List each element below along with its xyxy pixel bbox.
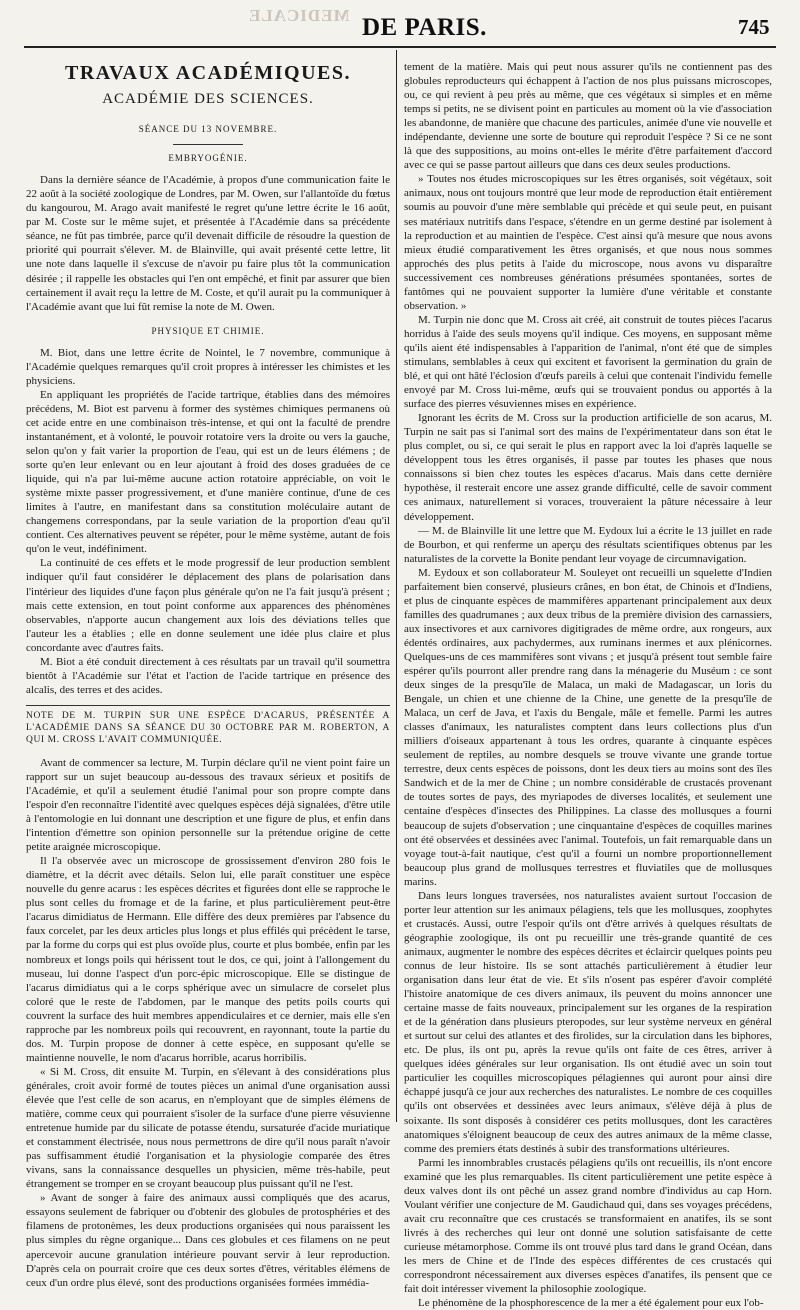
- paragraph: Avant de commencer sa lecture, M. Turpin déclare qu'il ne vient point faire un rapport sur un sujet beaucoup au-dessous des travaux sérieux et positifs de l'Académie, et qu'il a seulement étudié l'animal pour son propre compte dans l'espoir d'en reconnaître l'identité avec quelques espèces déjà signalées, d'être utile à l'entomologie en lui donnant une description et une figure de plus, et enfin dans l'intention d'émettre son opinion personnelle sur la prétendue origine de cette petite araignée microscopique.: [26, 756, 390, 854]
- right-column: [404, 60, 772, 1310]
- paragraph: » Avant de songer à faire des animaux aussi compliqués que des acarus, essayons seulement de fabriquer ou d'obtenir des globules de protosphéries et des filamens de protonèmes, les deux productions organisées qui nous paraissent les plus simples du règne organique... Dans ces globules et ces filamens on ne peut apercevoir aucune granulation intérieure pouvant servir à leur reproduction. D'après cela on pourrait croire que ces deux sortes d'êtres, véritables élémens de ceux d'un ordre plus élevé, sont des productions organisées formées immédia-: [26, 1192, 390, 1289]
- short-rule: [173, 144, 243, 145]
- note-rule: [26, 705, 390, 706]
- paragraph: Dans la dernière séance de l'Académie, à propos d'une communication faite le 22 août à la société zoologique de Londres, par M. Owen, sur l'allantoïde du fœtus du kangourou, M. Arago avait manifesté le regret qu'une lettre écrite le 16 août, par M. Coste sur le même sujet, et présentée à l'Académie dans sa précédente séance, ne fût pas timbrée, parce qu'il devenait difficile de résoudre la question de priorité qui pourrait s'élever. M. de Blainville, qui avait présenté cette lettre, lit une note dans laquelle il s'excuse de n'avoir pu faire plus tôt la communication désirée ; il rappelle les obstacles qui l'en ont empêché, et finit par assurer que bien certainement il avait reçu la lettre de M. Coste, et qu'il aurait pu la communiquer à l'Académie avant que lui fût remise la note de M. Owen.: [26, 174, 390, 313]
- left-column: [26, 62, 390, 1289]
- paragraph: » Toutes nos études microscopiques sur les êtres organisés, soit végétaux, soit animaux, nous ont toujours montré que leur mode de reproduction était entièrement soumis au pouvoir d'une mère semblable qui précède et qui seule peut, en puisant ses matériaux nutritifs dans l'espace, s'étendre en un germe destiné par isolement à la reproduction et au maintien de l'espèce. C'est ainsi qu'à mesure que nous avons mieux étudié comparativement les êtres organisés, et que nous nous sommes approchés des plus petits à l'aide du microscope, nous avons vu disparaître successivement ces nombreuses générations présumées spontanées, sortes de fantômes qui ne pouvaient supporter la lumière d'une véritable et constante observation. »: [404, 173, 772, 312]
- bleed-through-header: MEDICALE: [248, 6, 350, 25]
- turpin-note-heading: NOTE DE M. TURPIN SUR UNE ESPÈCE D'ACARUS, PRÉSENTÉE A L'ACADÉMIE DANS SA SÉANCE DU 30 OCTOBRE PAR M. ROBERTON, A QUI M. CROSS L'AVAIT COMMUNIQUÉE.: [26, 710, 390, 745]
- paragraph: « Si M. Cross, dit ensuite M. Turpin, en s'élevant à des considérations plus générales, croit avoir formé de toutes pièces un animal d'une organisation aussi élevée que l'est celle de son acarus, en n'employant que de simples élémens de matière, comme ceux qui pourraient s'isoler de la surface d'une pierre vésuvienne entretenue humide par du silicate de potasse étendu, sursaturée d'acide muriatique et constamment électrisée, nous nous permettrons de dire qu'il nous paraît n'avoir pas suffisamment étudié l'organisation et la physiologie comparée des êtres vivans, sans la connaissance desquelles un physicien, même très-habile, peut étrangement se tromper en se croyant beaucoup plus puissant qu'il ne l'est.: [26, 1065, 390, 1191]
- running-header-title: DE PARIS.: [362, 14, 487, 41]
- paragraph: M. Biot, dans une lettre écrite de Nointel, le 7 novembre, communique à l'Académie quelques remarques qu'il croit propres à intéresser les chimistes et les physiciens.: [26, 346, 390, 387]
- seance-heading: SÉANCE DU 13 NOVEMBRE.: [138, 124, 278, 135]
- page-number: 745: [738, 15, 770, 39]
- paragraph: Ignorant les écrits de M. Cross sur la production artificielle de son acarus, M. Turpin ne sait pas si l'animal sort des mains de l'expérimentateur dans son état le plus complet, ou si, ce qui serait le plus en rapport avec la loi d'après laquelle se développent tous les êtres organisés, il passe par toutes les phases que nous connaissons si bien chez toutes les espèces d'acarus. Mais dans cette dernière hypothèse, il resterait encore une assez grande difficulté, celle de savoir comment ces animaux, naturellement si voraces, trouveraient la pâture nécessaire à leur développement.: [404, 412, 772, 523]
- paragraph: — M. de Blainville lit une lettre que M. Eydoux lui a écrite le 13 juillet en rade de Bourbon, et qui renferme un aperçu des résultats scientifiques obtenus par les naturalistes de la corvette la Bonite pendant leur voyage de circumnavigation.: [404, 524, 772, 565]
- embryology-heading: EMBRYOGÉNIE.: [168, 153, 248, 164]
- paragraph: Dans leurs longues traversées, nos naturalistes avaient surtout l'occasion de porter leur attention sur les animaux pélagiens, tels que les mollusques, zoophytes et crustacés. Aussi, outre l'espoir qu'ils ont d'être arrivés à quelques résultats de géographie zoologique, ils ont pu recueillir une très-grande quantité de ces animaux, augmenter le nombre des espèces décrites et éclaircir quelques points peu connus de leur histoire. Ils se sont attachés particulièrement à étudier leur organisation dans leur état de vie. Et s'ils n'osent pas espérer d'avoir complété l'histoire anatomique de ces divers animaux, ils peuvent du moins annoncer une certaine masse de faits nouveaux, principalement sur les organes de la respiration et de la génération dans plusieurs pteropodes, sur leur système nerveux en général et surtout sur celui des atlantes et des firolides, sur la circulation dans les biphores, etc. De plus, ils ont pu, après la revue qu'ils ont faite de ces êtres, arriver à quelques idées générales sur leur organisation. Ils ont étudié avec un soin tout particulier les coquilles microscopiques pélagiennes qui auront pour ainsi dire échappé jusqu'à ce jour aux recherches des naturalistes. Le nombre de ces coquilles qu'ils ont observées et dessinées avec leurs animaux, s'élève déjà à plus de soixante. Ils sont disposés à considérer ces petits mollusques, dont les caractères anatomiques s'éloignent beaucoup de ceux des autres animaux de la même classe, comme des premiers états destinés à subir des transformations ultérieures.: [404, 889, 772, 1155]
- paragraph: En appliquant les propriétés de l'acide tartrique, établies dans des mémoires précédens, M. Biot est parvenu à former des systèmes chimiques permanens où cet acide entre en une combinaison très-intense, et qui ont la faculté de prendre instantanément, et à volonté, le pouvoir rotatoire vers la droite ou vers la gauche, selon qu'on y fait varier la proportion de l'eau, qui est un de leurs élémens ; de sorte qu'en leur enlevant ou en leur ajoutant à froid des doses graduées de ce liquide, qui n'a par lui-même aucune action rotatoire appréciable, on voit le système mixte passer progressivement, et d'une manière continue, d'une de ces limites à l'autre, en manifestant dans sa constitution moléculaire autant de changemens correspondans, par la seule variation de la proportion d'eau qu'il contient. Ces alternatives peuvent se répéter, pour le même système, autant de fois qu'on le veut, indéfiniment.: [26, 388, 390, 556]
- header-rule: [24, 46, 776, 48]
- paragraph: Parmi les innombrables crustacés pélagiens qu'ils ont recueillis, ils n'ont encore examiné que les plus remarquables. Ils citent particulièrement une petite espèce à deux valves dont ils ont pêché un assez grand nombre d'individus au cap Horn. Voulant vérifier une conjecture de M. Gaudichaud qui, dans ses voyages précédens, avait cru reconnaître que ces crustacés se transformaient en anatifes, ils se sont livrés à des recherches qui leur ont donné une solution satisfaisante de cette curieuse métamorphose. Comme ils ont trouvé plus tard dans le grand Océan, dans les mers de Chine et de l'Inde des espèces différentes de ces crustacés qui correspondront nécessairement aux diverses espèces d'anatifes, ils pensent que ce fait doit intéresser vivement la philosophie zoologique.: [404, 1156, 772, 1296]
- paragraph: M. Turpin nie donc que M. Cross ait créé, ait construit de toutes pièces l'acarus horridus à l'aide des seuls moyens qu'il indique. Ces moyens, en supposant même qu'ils aient été indispensables à l'apparition de l'animal, n'ont été que de simples stimulans, semblables à ceux qui excitent et favorisent la germination du grain de blé, et qui ont hâté l'éclosion d'œufs pareils à celui que contenait l'individu femelle envoyé par M. Cross lui-même, œufs qui se trouvaient pondus ou apportés à la surface des pierres vésuviennes mises en expérience.: [404, 313, 772, 411]
- paragraph: La continuité de ces effets et le mode progressif de leur production semblent indiquer qu'il faut considérer le déplacement des plans de polarisation dans l'intérieur des liquides d'une façon plus générale qu'on ne l'a fait jusqu'à présent ; mais cette extension, en tout point conforme aux apparences des phénomènes observables, n'apporte aucun changement aux lois des déviations telles que l'auteur les a établies ; elle en donne seulement une idée plus claire et plus concordante avec d'autres faits.: [26, 557, 390, 654]
- paragraph: M. Eydoux et son collaborateur M. Souleyet ont recueilli un squelette d'Indien parfaitement bien conservé, plusieurs crânes, en bon état, de Chinois et d'Indiens, et plus de cinquante espèces de mammifères appartenant principalement aux deux familles des quadrumanes ; aux deux tribus de la première division des carnassiers, aux insectivores et aux carnivores digitigrades de même ordre, aux rongeurs, aux édentés ordinaires, aux pachydermes, aux ruminans inermes et aux plénicornes. Quelques-uns de ces mammifères sont vivans ; et jusqu'à présent tout semble faire espérer qu'ils pourront aller prendre rang dans la ménagerie du Muséum : ce sont deux singes de la presqu'île de Malaca, un maki de Madagascar, un loris du Bengale, un chien et une chienne de la Chine, une genette de la presqu'île de Malaca, un cerf de Java, et l'axis du Bengale, mâle et femelle. Parmi les autres classes d'animaux, les naturalistes comptent dans leurs collections plus d'un milliers d'oiseaux appartenant à tous les ordres, quarante à cinquante espèces seulement de reptiles, au nombre desquels se trouve vivante une grande tortue terrestre, deux cents espèces de poissons, dont les deux tiers au moins sont des îles Sandwich et de la mer de Chine ; un nombre considérable de crustacés provenant de toutes sortes de pays, des myriapodes de diverses localités, et seulement une centaine d'espèces d'insectes des Philippines. La classe des mollusques a fourni beaucoup de sujets d'observation ; une cinquantaine d'espèces de coquilles marines ont été observées et dessinées avec l'animal. Toutefois, un fait remarquable dans un voyage tout-à-fait nautique, c'est qu'il a fourni un nombre proportionnellement beaucoup plus grand de mollusques terrestres et fluviatiles que de mollusques marins.: [404, 566, 772, 888]
- paragraph: M. Biot a été conduit directement à ces résultats par un travail qu'il soumettra bientôt à l'Académie sur l'état et l'action de l'acide tartrique en présence des alcalis, des terres et des acides.: [26, 655, 390, 696]
- physics-chemistry-heading: PHYSIQUE ET CHIMIE.: [151, 325, 265, 336]
- paragraph: Il l'a observée avec un microscope de grossissement d'environ 280 fois le diamètre, et la décrit avec détails. Selon lui, elle paraît constituer une espèce nouvelle du genre acarus : les espèces décrites et figurées dont elle se rapproche le plus sont celles du fromage et de la farine, et plus particulièrement peut-être l'acarus dimidiatus de Hermann. Elle diffère des deux premières par l'absence du faux corcelet, par les deux articles plus longs et plus effilés qui précèdent le tarse, par la forme du corps qui est plus ovoïde plus, courte et plus bombée, enfin par les nombreux et longs poils qui hérissent tout le dos, ce qui, joint à l'allongement du museau, lui donne l'aspect d'un porc-épic microscopique. Elle se distingue de l'acarus dimidiatus qui a le corps sphérique avec un simulacre de corselet plus coloré que le reste de l'abdomen, par le manque des petits poils courts qui couvrent la surface des huit membres appendiculaires et ce dernier, mais elle s'en rapproche par les nombreux poils qui recouvrent, en rayonnant, toute la partie du dos. M. Turpin propose de donner à cette espèce, en supposant qu'elle se maintienne nouvelle, le nom d'acarus horrible, acarus horribilis.: [26, 855, 390, 1064]
- section-subtitle: ACADÉMIE DES SCIENCES.: [102, 91, 314, 108]
- paragraph: tement de la matière. Mais qui peut nous assurer qu'ils ne contiennent pas des globules reproducteurs qui échappent à l'action de nos plus puissans microscopes, ou, ce qui revient à peu près au même, que ces végétaux si simples et en même temps si petits, ne se divisent point en particules au moment où la vie d'association les abandonne, de manière que chacune des particules, animée d'une vie nouvelle et indépendante, devienne une sorte de bouture qui reproduit l'espèce ? Si ce ne sont là que des suppositions, au moins ont-elles le mérite d'être parfaitement d'accord avec ce qui se passe partout ailleurs que dans ces deux seules productions.: [404, 61, 772, 172]
- paragraph: Le phénomène de la phosphorescence de la mer a été également pour eux l'ob-: [418, 1297, 764, 1310]
- column-divider: [396, 50, 397, 1122]
- section-title: TRAVAUX ACADÉMIQUES.: [65, 62, 351, 84]
